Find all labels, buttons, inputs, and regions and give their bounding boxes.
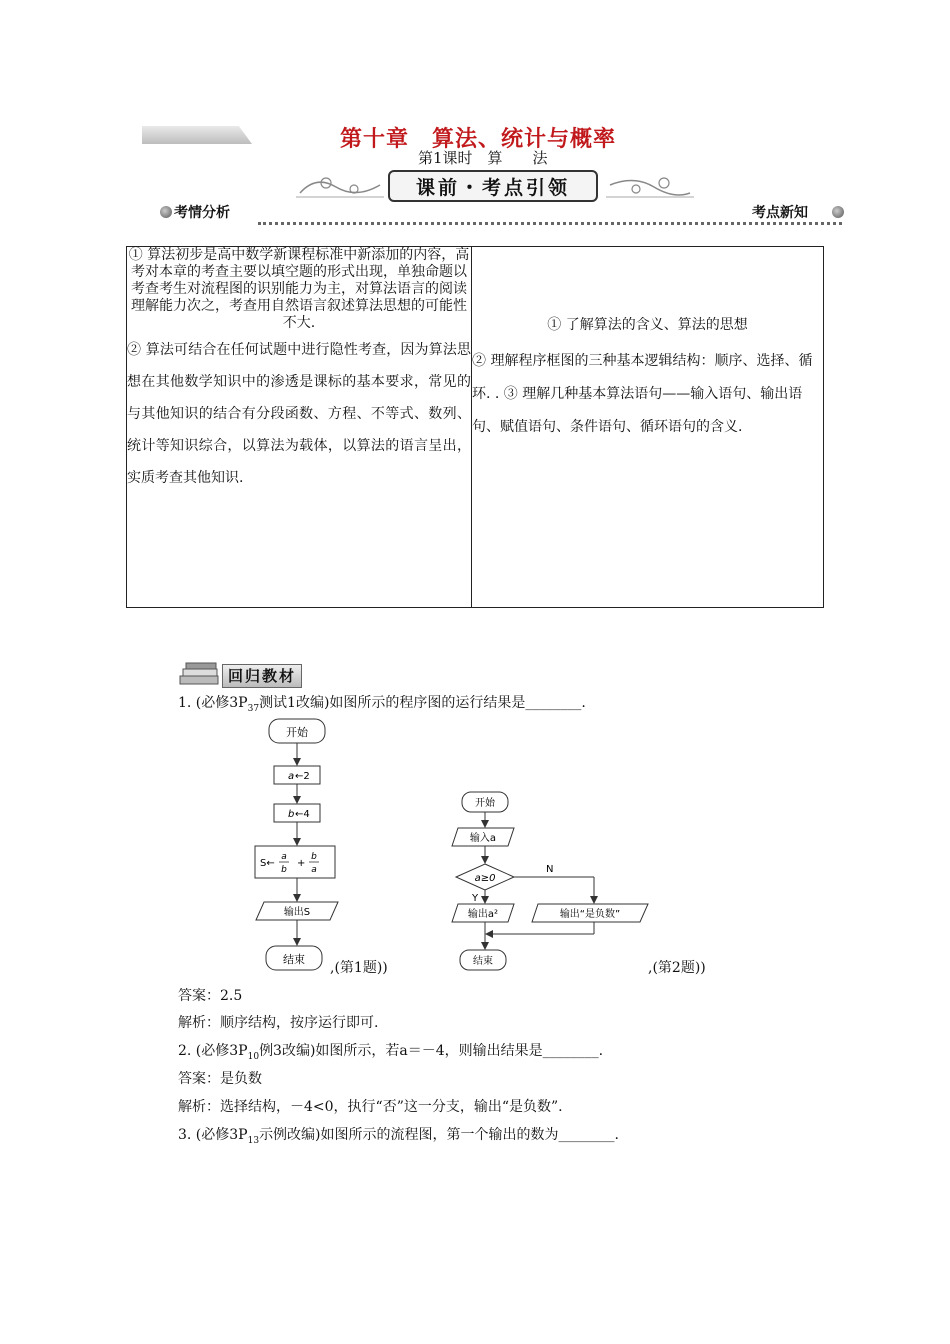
svg-text:输出“是负数”: 输出“是负数” xyxy=(559,909,621,920)
lesson-banner: 课前・考点引领 xyxy=(388,170,598,202)
caption-fig-2: ,(第2题)) xyxy=(648,960,706,976)
table-cell-left xyxy=(127,247,472,608)
svg-text:开始: 开始 xyxy=(475,798,495,809)
question-1: 1. (必修$3P_{37}$测试1改编)如图所示的程序图的运行结果是________. xyxy=(178,695,586,714)
question-2: 2. (必修$3P_{10}$例3改编)如图所示，若a＝－4，则输出结果是________. xyxy=(178,1043,604,1062)
answer-1: 答案：2.5 xyxy=(178,988,243,1004)
left-paragraph-2: ② 算法可结合在任何试题中进行隐性考查，因为算法思想在其他数学知识中的渗透是课标的基本要求，常见的与其他知识的结合有分段函数、方程、不等式、数列、统计等知识综合，以算法为载体，以算法的语言呈出，实质考查其他知识. xyxy=(127,342,471,486)
fc1-start-text: 开始 xyxy=(286,726,308,739)
ornament-left-icon xyxy=(296,171,386,201)
books-icon xyxy=(178,660,224,688)
label-exam-analysis: 考情分析 xyxy=(174,205,230,221)
lesson-title: 第1课时 算 法 xyxy=(418,149,548,167)
svg-text:b: b xyxy=(288,809,295,820)
caption-fig-1: ,(第1题)) xyxy=(330,960,388,976)
label-new-knowledge: 考点新知 xyxy=(752,205,808,221)
header-ribbon xyxy=(142,126,252,144)
svg-text:Y: Y xyxy=(472,893,479,904)
svg-text:+: + xyxy=(297,858,306,869)
svg-text:输出a²: 输出a² xyxy=(467,909,499,920)
right-paragraph-2: ② 理解程序框图的三种基本逻辑结构：顺序、选择、循环. . ③ 理解几种基本算法语句——输入语句、输出语句、赋值语句、条件语句、循环语句的含义. xyxy=(472,353,813,435)
svg-text:a: a xyxy=(288,771,295,782)
bullet-left-icon xyxy=(160,206,172,218)
svg-text:b: b xyxy=(311,852,317,862)
left-paragraph-1: ① 算法初步是高中数学新课程标准中新添加的内容，高考对本章的考查主要以填空题的形式出现，单独命题以考查考生对流程图的识别能力为主，对算法语言的阅读理解能力次之，考查用自然语言叙述算法思想的可能性不大. xyxy=(128,247,470,331)
svg-text:a: a xyxy=(281,852,287,862)
table-cell-right xyxy=(472,247,824,608)
chapter-title: 第十章 算法、统计与概率 xyxy=(340,126,617,152)
ornament-right-icon xyxy=(604,171,694,201)
svg-text:输入a: 输入a xyxy=(469,833,497,844)
svg-text:a≥0: a≥0 xyxy=(474,873,496,884)
flowchart-1 xyxy=(250,716,350,976)
answer-2: 答案：是负数 xyxy=(178,1071,262,1087)
svg-text:输出S: 输出S xyxy=(283,907,311,918)
explanation-2: 解析：选择结构，－4<0，执行“否”这一分支，输出“是负数”. xyxy=(178,1099,563,1115)
question-3: 3. (必修$3P_{13}$示例改编)如图所示的流程图，第一个输出的数为________. xyxy=(178,1127,619,1146)
analysis-table xyxy=(126,246,824,608)
fc1-end-text: 结束 xyxy=(283,953,305,966)
explanation-1: 解析：顺序结构，按序运行即可. xyxy=(178,1015,379,1031)
svg-text:a: a xyxy=(311,865,317,875)
svg-text:结束: 结束 xyxy=(473,956,493,967)
right-paragraph-1: ① 了解算法的含义、算法的思想 xyxy=(547,317,748,333)
bullet-right-icon xyxy=(832,206,844,218)
dotted-divider xyxy=(258,222,842,225)
svg-text:←4: ←4 xyxy=(295,809,310,820)
svg-text:S←: S← xyxy=(260,858,275,869)
section-tag: 回归教材 xyxy=(222,664,302,688)
svg-text:N: N xyxy=(546,864,554,875)
flowchart-2 xyxy=(446,788,656,978)
svg-text:←2: ←2 xyxy=(295,771,310,782)
svg-text:b: b xyxy=(281,865,287,875)
